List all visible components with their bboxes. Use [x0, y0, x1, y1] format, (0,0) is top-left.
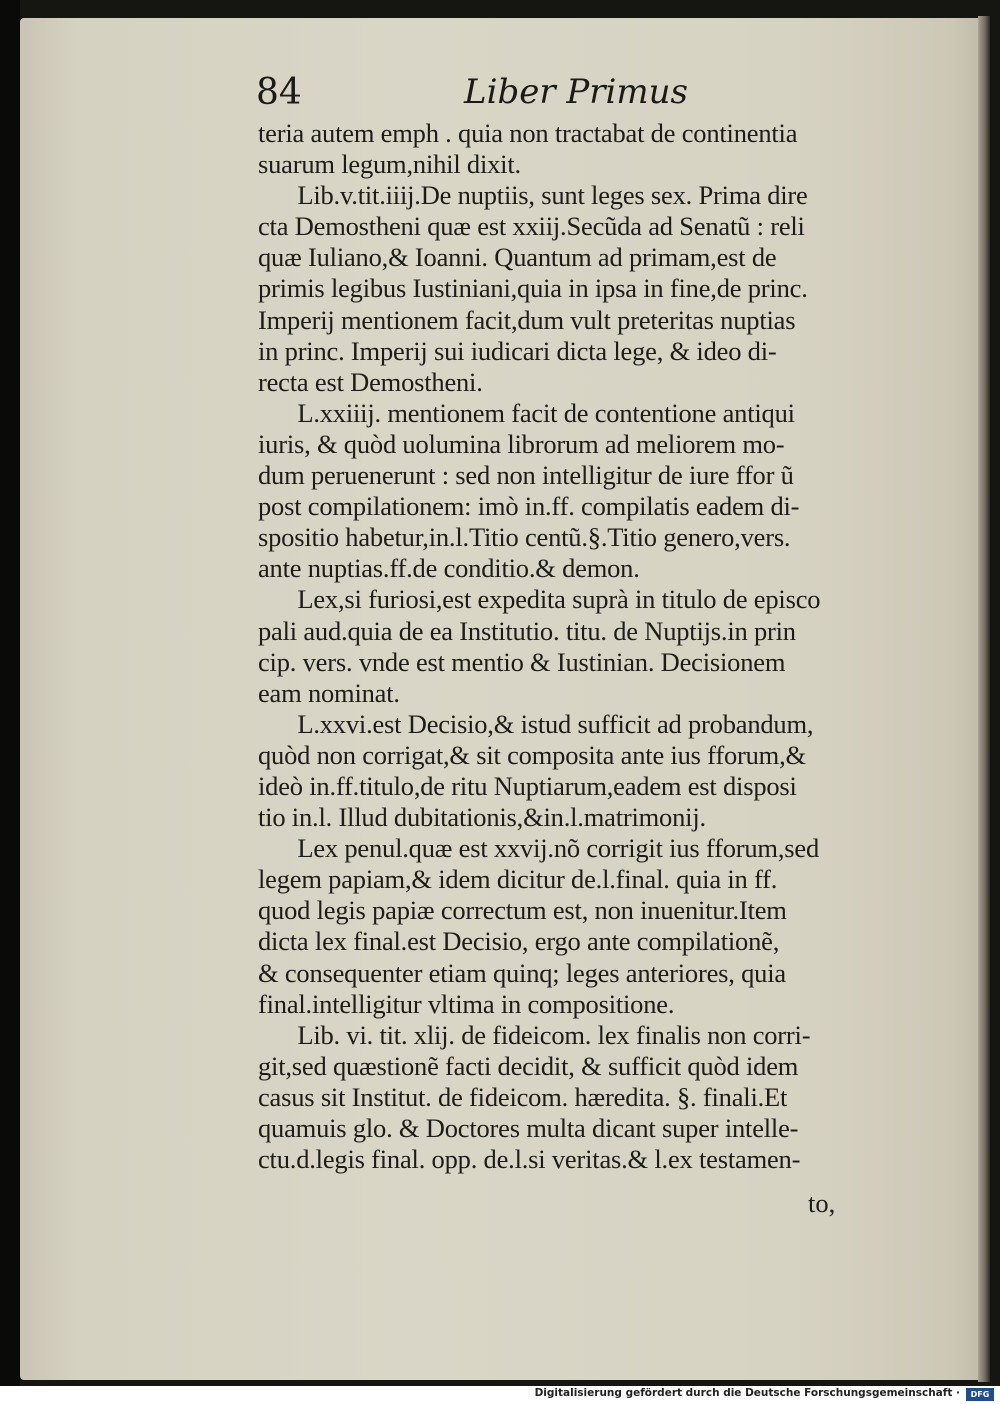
text-line: quod legis papiæ correctum est, non inuenitur.Item	[258, 895, 787, 926]
text-line: ctu.d.legis final. opp. de.l.si veritas.& l.ex testamen-	[258, 1144, 801, 1175]
text-line: Imperij mentionem facit,dum vult preteritas nuptias	[258, 304, 796, 335]
text-line: ante nuptias.ff.de conditio.& demon.	[258, 553, 640, 584]
text-line: L.xxiiij. mentionem facit de contentione antiqui	[258, 397, 795, 428]
text-line: quæ Iuliano,& Ioanni. Quantum ad primam,est de	[258, 242, 777, 273]
page-number: 84	[256, 72, 302, 113]
text-line: eam nominat.	[258, 677, 400, 708]
text-line: in princ. Imperij sui iudicari dicta lege, & ideo di-	[258, 335, 777, 366]
text-line: git,sed quæstionẽ facti decidit, & sufficit quòd idem	[258, 1050, 799, 1081]
footer-credit: Digitalisierung gefördert durch die Deutsche Forschungsgemeinschaft ·	[534, 1387, 960, 1399]
text-line: L.xxvi.est Decisio,& istud sufficit ad probandum,	[258, 708, 814, 739]
text-line: quòd non corrigat,& sit composita ante ius fforum,&	[258, 739, 806, 770]
text-line: Lex,si furiosi,est expedita suprà in titulo de episco	[258, 584, 821, 615]
text-line: quamuis glo. & Doctores multa dicant super intelle-	[258, 1113, 799, 1143]
text-line: dicta lex final.est Decisio, ergo ante compilationẽ,	[258, 926, 780, 957]
page-edge-shadow	[978, 16, 990, 1382]
text-line: casus sit Institut. de fideicom. hæredita. §. finali.Et	[258, 1081, 788, 1112]
body-text	[258, 118, 890, 1175]
text-line: dum peruenerunt : sed non intelligitur de iure ffor ũ	[258, 460, 794, 491]
running-title: Liber Primus	[464, 72, 688, 112]
text-line: primis legibus Iustiniani,quia in ipsa in fine,de princ.	[258, 273, 808, 304]
dfg-logo-icon: DFG	[966, 1388, 994, 1401]
text-line: suarum legum,nihil dixit.	[258, 149, 521, 180]
text-line: ideò in.ff.titulo,de ritu Nuptiarum,eadem est disposi	[258, 770, 797, 801]
text-line: cta Demostheni quæ est xxiij.Secũda ad Senatũ : reli	[258, 211, 805, 242]
text-line: legem papiam,& idem dicitur de.l.final. quia in ff.	[258, 864, 778, 895]
text-line: spositio habetur,in.l.Titio centũ.§.Titio genero,vers.	[258, 522, 791, 553]
text-line: pali aud.quia de ea Institutio. titu. de Nuptijs.in prin	[258, 615, 796, 646]
text-line: recta est Demostheni.	[258, 366, 483, 397]
text-line: Lib. vi. tit. xlij. de fideicom. lex finalis non corri-	[258, 1019, 811, 1050]
text-line: post compilationem: imò in.ff. compilatis eadem di-	[258, 491, 800, 522]
catchword: to,	[808, 1188, 836, 1218]
text-line: final.intelligitur vltima in compositione.	[258, 988, 675, 1019]
left-dark-margin	[0, 0, 20, 1386]
text-line: Lex penul.quæ est xxvij.nõ corrigit ius fforum,sed	[258, 833, 819, 864]
text-line: teria autem emph . quia non tractabat de continentia	[258, 118, 798, 148]
text-line: Lib.v.tit.iiij.De nuptiis, sunt leges sex. Prima dire	[258, 180, 808, 211]
text-line: tio in.l. Illud dubitationis,&in.l.matrimonij.	[258, 802, 706, 833]
page-header	[256, 72, 696, 122]
text-line: cip. vers. vnde est mentio & Iustinian. Decisionem	[258, 646, 786, 677]
text-line: iuris, & quòd uolumina librorum ad meliorem mo-	[258, 428, 785, 459]
footer-bar	[0, 1386, 1000, 1404]
text-line: & consequenter etiam quinq; leges anteriores, quia	[258, 957, 786, 988]
